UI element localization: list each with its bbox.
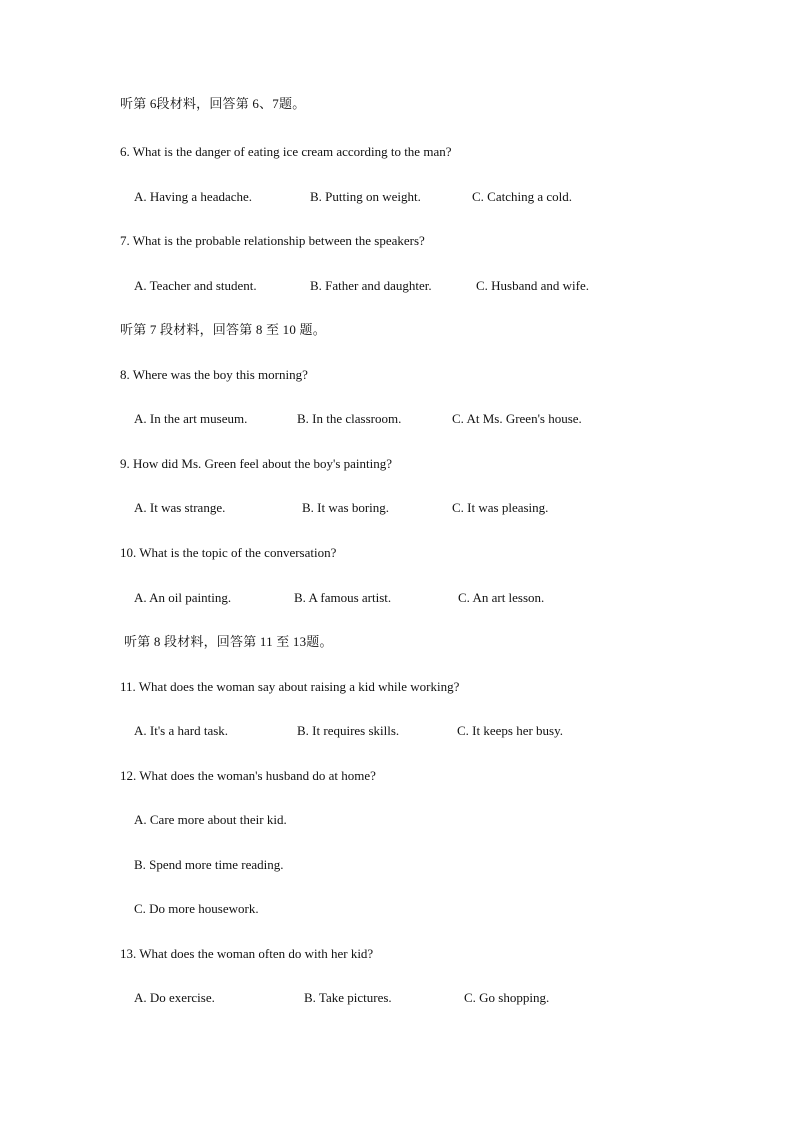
question-6-text: 6. What is the danger of eating ice cream according to the man? — [120, 144, 452, 159]
question-7-text: 7. What is the probable relationship between the speakers? — [120, 233, 425, 248]
question-9-option-b: B. It was boring. — [302, 500, 390, 515]
question-11-option-b: B. It requires skills. — [297, 723, 400, 738]
question-7-option-a: A. Teacher and student. — [134, 278, 257, 293]
question-6-option-b: B. Putting on weight. — [310, 189, 421, 204]
question-8-option-a: A. In the art museum. — [134, 411, 248, 426]
question-13-option-a: A. Do exercise. — [134, 990, 215, 1005]
question-11-text: 11. What does the woman say about raising a kid while working? — [120, 679, 460, 694]
question-9-option-a: A. It was strange. — [134, 500, 226, 515]
question-13-option-b: B. Take pictures. — [304, 990, 392, 1005]
question-8-option-c: C. At Ms. Green's house. — [452, 411, 582, 426]
question-10-option-a: A. An oil painting. — [134, 590, 232, 605]
question-12-option-c: C. Do more housework. — [134, 901, 259, 916]
question-8-option-b: B. In the classroom. — [297, 411, 402, 426]
section-heading: 听第 6段材料，回答第 6、7题。 — [120, 96, 306, 111]
question-13-option-c: C. Go shopping. — [464, 990, 550, 1005]
question-6-option-c: C. Catching a cold. — [472, 189, 573, 204]
question-9-text: 9. How did Ms. Green feel about the boy's painting? — [120, 456, 393, 471]
question-12-option-a: A. Care more about their kid. — [134, 812, 287, 827]
question-11-option-a: A. It's a hard task. — [134, 723, 229, 738]
question-12-option-b: B. Spend more time reading. — [134, 857, 284, 872]
question-6-option-a: A. Having a headache. — [134, 189, 253, 204]
question-8-text: 8. Where was the boy this morning? — [120, 367, 308, 382]
question-7-option-b: B. Father and daughter. — [310, 278, 432, 293]
question-13-text: 13. What does the woman often do with her kid? — [120, 946, 374, 961]
question-7-option-c: C. Husband and wife. — [476, 278, 590, 293]
question-11-option-c: C. It keeps her busy. — [457, 723, 564, 738]
question-10-text: 10. What is the topic of the conversation? — [120, 545, 337, 560]
question-10-option-b: B. A famous artist. — [294, 590, 392, 605]
question-9-option-c: C. It was pleasing. — [452, 500, 549, 515]
section-heading: 听第 7 段材料，回答第 8 至 10 题。 — [120, 322, 326, 337]
question-10-option-c: C. An art lesson. — [458, 590, 545, 605]
question-12-text: 12. What does the woman's husband do at home? — [120, 768, 376, 783]
section-heading: 听第 8 段材料，回答第 11 至 13题。 — [124, 634, 333, 649]
